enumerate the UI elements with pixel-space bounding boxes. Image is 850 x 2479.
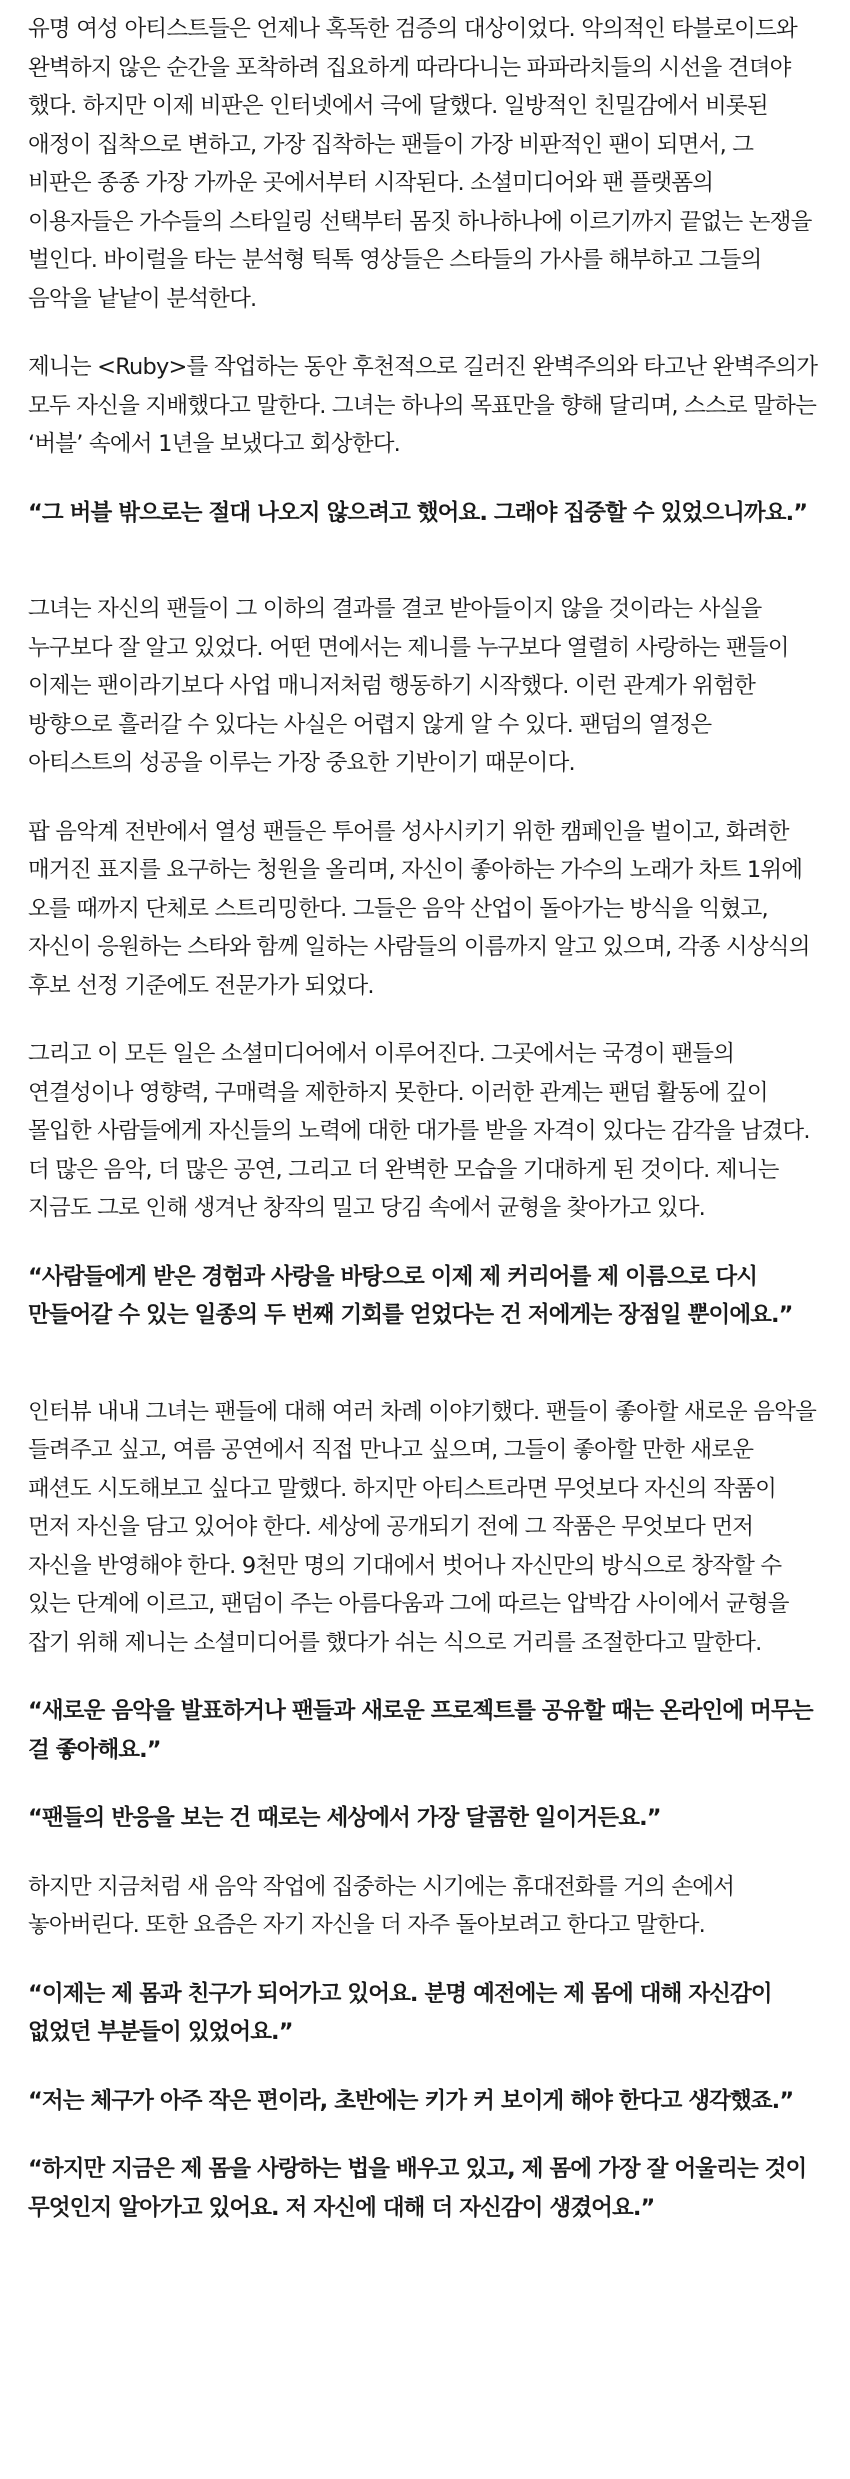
spacer bbox=[28, 783, 822, 813]
quote-small-frame: “저는 체구가 아주 작은 편이라, 초반에는 키가 커 보이게 해야 한다고 생각했죠.” bbox=[28, 2087, 794, 2114]
spacer bbox=[28, 532, 822, 590]
spacer bbox=[28, 1945, 822, 1975]
spacer bbox=[28, 1769, 822, 1799]
spacer bbox=[28, 2052, 822, 2082]
paragraph-phone-break: 하지만 지금처럼 새 음악 작업에 집중하는 시기에는 휴대전화를 거의 손에서 놓아버린다. 또한 요즘은 자기 자신을 더 자주 돌아보려고 한다고 말한다. bbox=[28, 1873, 735, 1938]
spacer bbox=[28, 318, 822, 348]
quote-second-chance: “사람들에게 받은 경험과 사랑을 바탕으로 이제 제 커리어를 제 이름으로 다시 만들어갈 수 있는 일종의 두 번째 기회를 얻었다는 건 저에게는 장점일 뿐이에요.” bbox=[28, 1263, 793, 1328]
spacer bbox=[28, 464, 822, 494]
quote-sweetest: “팬들의 반응을 보는 건 때로는 세상에서 가장 달콤한 일이거든요.” bbox=[28, 1805, 661, 1831]
quote-confidence: “하지만 지금은 제 몸을 사랑하는 법을 배우고 있고, 제 몸에 가장 잘 어울리는 것이 무엇인지 알아가고 있어요. 저 자신에 대해 더 자신감이 생겼어요.” bbox=[28, 2156, 807, 2221]
spacer bbox=[28, 1662, 822, 1692]
spacer bbox=[28, 1335, 822, 1393]
paragraph-social-media: 그리고 이 모든 일은 소셜미디어에서 이루어진다. 그곳에서는 국경이 팬들의 연결성이나 영향력, 구매력을 제한하지 못한다. 이러한 관계는 팬덤 활동에 깊이 몰입한 사람들에게 자신들의 노력에 대한 대가를 받을 자격이 있다는 감각을 남겼다. 더 많은 음악, 더 많은 공연, 그리고 더 완벽한 모습을 기대하게 된 것이다. 제니는 지금도 그로 인해 생겨난 창작의 밀고 당김 속에서 균형을 찾아가고 있다. bbox=[28, 1041, 810, 1221]
paragraph-fans-expectations: 그녀는 자신의 팬들이 그 이하의 결과를 결코 받아들이지 않을 것이라는 사실을 누구보다 잘 알고 있었다. 어떤 면에서는 제니를 누구보다 열렬히 사랑하는 팬들이 이제는 팬이라기보다 사업 매니저처럼 행동하기 시작했다. 이런 관계가 위험한 방향으로 흘러갈 수 있다는 사실은 어렵지 않게 알 수 있다. 팬덤의 열정은 아티스트의 성공을 이루는 가장 중요한 기반이기 때문이다. bbox=[28, 596, 789, 776]
spacer bbox=[28, 1005, 822, 1035]
paragraph-ruby-perfectionism: 제니는 <Ruby>를 작업하는 동안 후천적으로 길러진 완벽주의와 타고난 완벽주의가 모두 자신을 지배했다고 말한다. 그녀는 하나의 목표만을 향해 달리며, 스스로 말하는 ‘버블’ 속에서 1년을 보냈다고 회상한다. bbox=[28, 354, 818, 457]
quote-bubble: “그 버블 밖으로는 절대 나오지 않으려고 했어요. 그래야 집중할 수 있었으니까요.” bbox=[28, 499, 808, 526]
paragraph-pop-fandom: 팝 음악계 전반에서 열성 팬들은 투어를 성사시키기 위한 캠페인을 벌이고, 화려한 매거진 표지를 요구하는 청원을 올리며, 자신이 좋아하는 가수의 노래가 차트 1위에 오를 때까지 단체로 스트리밍한다. 그들은 음악 산업이 돌아가는 방식을 익혔고, 자신이 응원하는 스타와 함께 일하는 사람들의 이름까지 알고 있으며, 각종 시상식의 후보 선정 기준에도 전문가가 되었다. bbox=[28, 818, 810, 999]
paragraph-intro: 유명 여성 아티스트들은 언제나 혹독한 검증의 대상이었다. 악의적인 타블로이드와 완벽하지 않은 순간을 포착하려 집요하게 따라다니는 파파라치들의 시선을 견뎌야 했다. 하지만 이제 비판은 인터넷에서 극에 달했다. 일방적인 친밀감에서 비롯된 애정이 집착으로 변하고, 가장 집착하는 팬들이 가장 비판적인 팬이 되면서, 그 비판은 종종 가장 가까운 곳에서부터 시작된다. 소셜미디어와 팬 플랫폼의 이용자들은 가수들의 스타일링 선택부터 몸짓 하나하나에 이르기까지 끝없는 논쟁을 벌인다. 바이럴을 타는 분석형 틱톡 영상들은 스타들의 가사를 해부하고 그들의 음악을 낱낱이 분석한다. bbox=[28, 16, 812, 312]
spacer bbox=[28, 2120, 822, 2150]
quote-body-friend: “이제는 제 몸과 친구가 되어가고 있어요. 분명 예전에는 제 몸에 대해 자신감이 없었던 부분들이 있었어요.” bbox=[28, 1980, 772, 2045]
spacer bbox=[28, 1228, 822, 1258]
quote-online: “새로운 음악을 발표하거나 팬들과 새로운 프로젝트를 공유할 때는 온라인에 머무는 걸 좋아해요.” bbox=[28, 1698, 813, 1763]
spacer bbox=[28, 1838, 822, 1868]
paragraph-interview-fans: 인터뷰 내내 그녀는 팬들에 대해 여러 차례 이야기했다. 팬들이 좋아할 새로운 음악을 들려주고 싶고, 여름 공연에서 직접 만나고 싶으며, 그들이 좋아할 만한 새로운 패션도 시도해보고 싶다고 말했다. 하지만 아티스트라면 무엇보다 자신의 작품이 먼저 자신을 담고 있어야 한다. 세상에 공개되기 전에 그 작품은 무엇보다 먼저 자신을 반영해야 한다. 9천만 명의 기대에서 벗어나 자신만의 방식으로 창작할 수 있는 단계에 이르고, 팬덤이 주는 아름다움과 그에 따르는 압박감 사이에서 균형을 잡기 위해 제니는 소셜미디어를 했다가 쉬는 식으로 거리를 조절한다고 말한다. bbox=[28, 1398, 817, 1656]
